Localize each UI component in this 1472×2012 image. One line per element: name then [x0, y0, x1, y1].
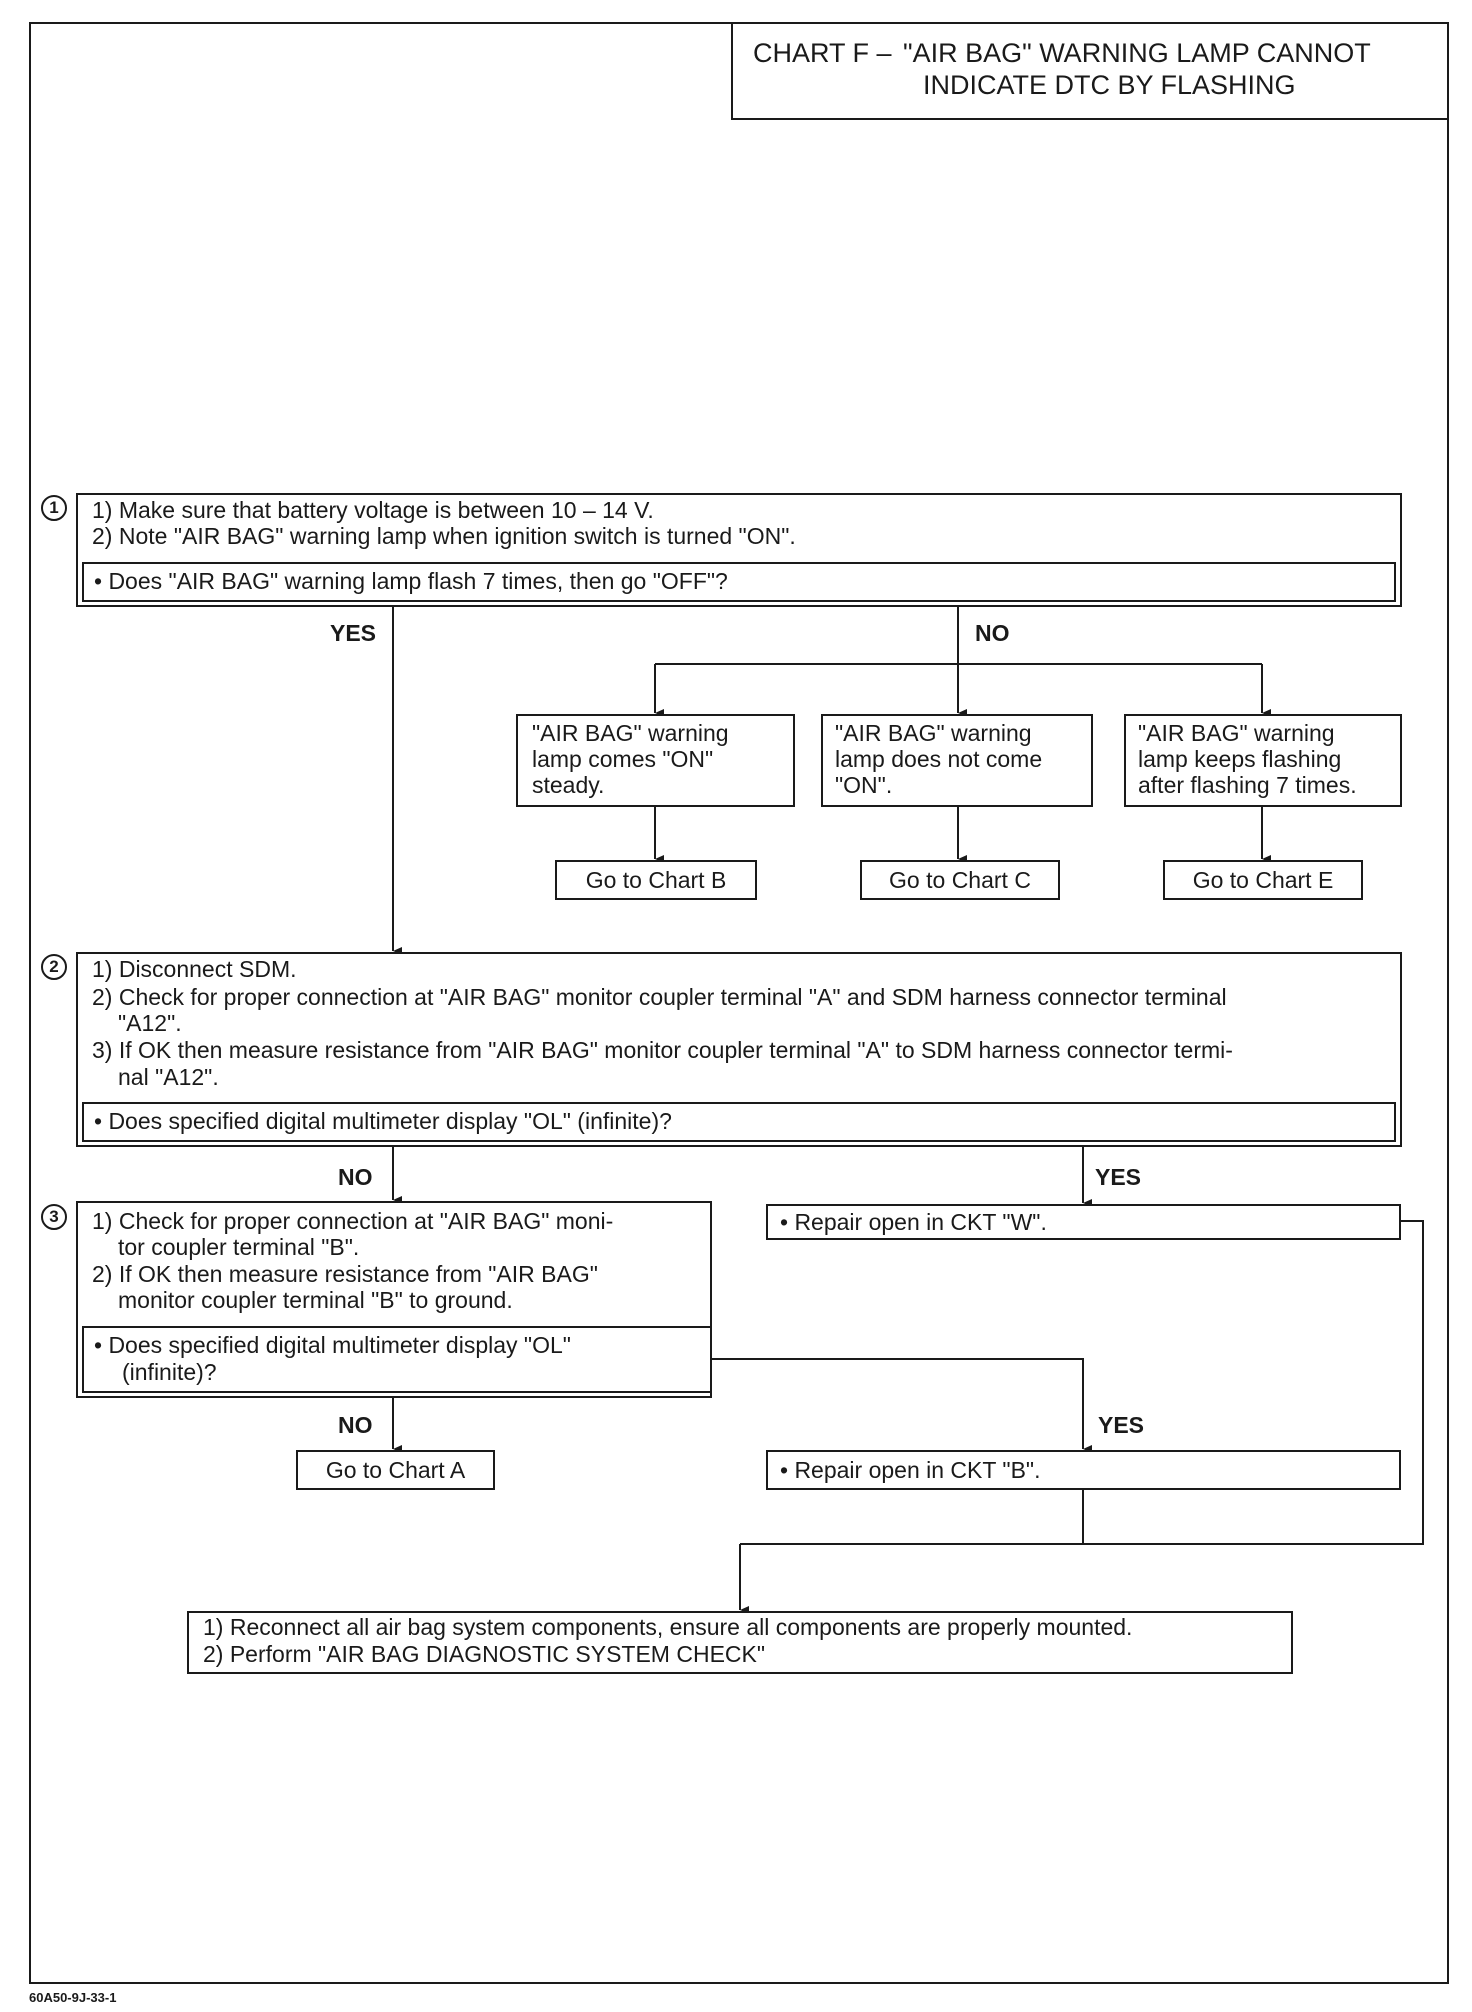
step-2-question: • Does specified digital multimeter display "OL" (infinite)?	[94, 1108, 672, 1134]
figure-code: 60A50-9J-33-1	[29, 1990, 117, 2005]
goto-chart-b[interactable]	[555, 860, 757, 900]
step-3-line-1: 1) Check for proper connection at "AIR BAG" moni-	[92, 1208, 614, 1234]
step-3-question-line-2: (infinite)?	[122, 1359, 217, 1385]
step-2-yes-label: YES	[1095, 1164, 1142, 1190]
branch-3-line-1: "AIR BAG" warning	[1138, 720, 1335, 746]
branch-2-line-1: "AIR BAG" warning	[835, 720, 1032, 746]
yes-arrow-3	[711, 1359, 1083, 1449]
branch-2-line-3: "ON".	[835, 772, 893, 798]
step-2-line-5: nal "A12".	[118, 1064, 219, 1090]
step-2-line-1: 1) Disconnect SDM.	[92, 956, 297, 982]
step-3-no-label: NO	[338, 1412, 373, 1438]
goto-chart-e-label: Go to Chart E	[1192, 867, 1334, 893]
chart-title-prefix: CHART F –	[753, 38, 892, 68]
goto-chart-c-label: Go to Chart C	[889, 867, 1031, 893]
step-1-line-1: 1) Make sure that battery voltage is between 10 – 14 V.	[92, 497, 654, 523]
chart-title-line2: INDICATE DTC BY FLASHING	[923, 70, 1296, 100]
repair-ckt-b-text: • Repair open in CKT "B".	[780, 1457, 1041, 1483]
goto-chart-e[interactable]	[1163, 860, 1363, 900]
step-1-yes-label: YES	[330, 620, 377, 646]
goto-chart-a-label: Go to Chart A	[325, 1457, 466, 1483]
step-2-no-label: NO	[338, 1164, 373, 1190]
repair-w-to-final	[740, 1221, 1423, 1544]
step-2-line-2: 2) Check for proper connection at "AIR BAG" monitor coupler terminal "A" and SDM harness connector terminal	[92, 984, 1227, 1010]
step-3-number: 3	[41, 1204, 67, 1230]
final-line-2: 2) Perform "AIR BAG DIAGNOSTIC SYSTEM CHECK"	[203, 1641, 766, 1667]
branch-3-line-3: after flashing 7 times.	[1138, 772, 1357, 798]
step-1-line-2: 2) Note "AIR BAG" warning lamp when ignition switch is turned "ON".	[92, 523, 796, 549]
branch-1-line-3: steady.	[532, 772, 605, 798]
step-1-no-label: NO	[975, 620, 1010, 646]
repair-ckt-w-text: • Repair open in CKT "W".	[780, 1209, 1047, 1235]
step-3-question-line-1: • Does specified digital multimeter display "OL"	[94, 1332, 571, 1358]
chart-title-line1: "AIR BAG" WARNING LAMP CANNOT	[903, 38, 1371, 68]
step-1-number: 1	[41, 495, 67, 521]
goto-chart-b-label: Go to Chart B	[585, 867, 727, 893]
branch-3-line-2: lamp keeps flashing	[1138, 746, 1342, 772]
step-3-line-3: 2) If OK then measure resistance from "AIR BAG"	[92, 1261, 598, 1287]
branch-1-line-2: lamp comes "ON"	[532, 746, 714, 772]
step-3-yes-label: YES	[1098, 1412, 1145, 1438]
step-3-line-2: tor coupler terminal "B".	[118, 1234, 360, 1260]
step-1-question: • Does "AIR BAG" warning lamp flash 7 times, then go "OFF"?	[94, 568, 728, 594]
step-2-line-3: "A12".	[118, 1010, 182, 1036]
branch-1-line-1: "AIR BAG" warning	[532, 720, 729, 746]
goto-chart-c[interactable]	[860, 860, 1060, 900]
branch-2-line-2: lamp does not come	[835, 746, 1043, 772]
step-2-number: 2	[41, 954, 67, 980]
step-2-line-4: 3) If OK then measure resistance from "AIR BAG" monitor coupler terminal "A" to SDM harness connector termi-	[92, 1037, 1233, 1063]
goto-chart-a[interactable]	[296, 1450, 495, 1490]
final-line-1: 1) Reconnect all air bag system components, ensure all components are properly mounted.	[203, 1614, 1133, 1640]
step-3-line-4: monitor coupler terminal "B" to ground.	[118, 1287, 513, 1313]
